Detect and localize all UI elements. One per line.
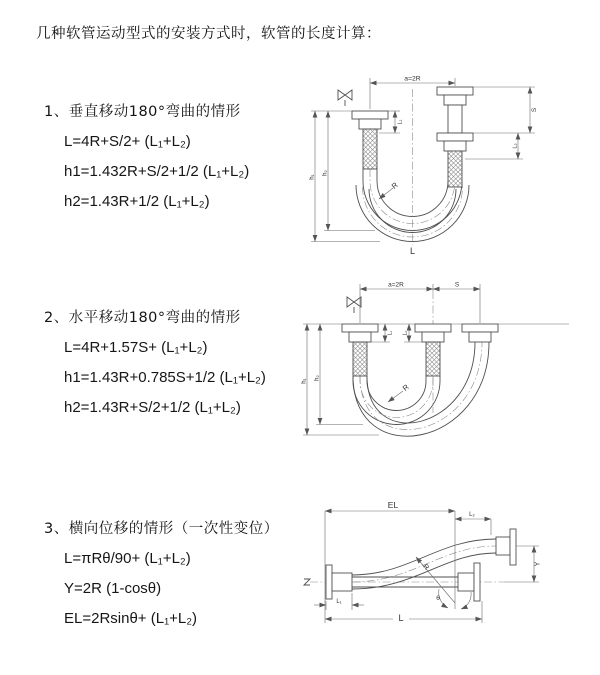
dim-label-l2: L₂ (512, 143, 519, 149)
left-flange (326, 565, 352, 599)
left-pipe (352, 111, 388, 169)
formula-line: EL=2Rsinθ+ (L₁+L₂) (64, 610, 198, 627)
dim-label-l2: L₂ (402, 330, 409, 336)
dim-label-l1: L₁ (387, 330, 394, 336)
dim-label-l: L (409, 246, 416, 256)
middle-pipe (415, 324, 451, 376)
diagram-lateral-displacement-svg (298, 497, 600, 652)
dim-label-h2: h₂ (322, 170, 329, 176)
dim-label-s: S (531, 107, 538, 113)
section-3-heading: 3、横向位移的情形（一次性变位） (44, 521, 279, 537)
right-pipe (462, 324, 498, 342)
formula-line: L=πRθ/90+ (L₁+L₂) (64, 550, 191, 567)
dim-label-h2: h₂ (314, 375, 321, 381)
hose-curves (353, 342, 489, 436)
dim-label-r: R (400, 382, 411, 393)
dim-label-l: L (398, 613, 404, 623)
right-flange (458, 563, 480, 601)
formula-line: h1=1.432R+S/2+1/2 (L₁+L₂) (64, 163, 250, 180)
diagram-vertical-180-bend (305, 73, 575, 258)
diagram-horizontal-180-bend (297, 281, 582, 463)
formula-line: h2=1.43R+S/2+1/2 (L₁+L₂) (64, 399, 241, 416)
dim-label-y: Y (534, 561, 542, 567)
page-title: 几种软管运动型式的安装方式时，软管的长度计算： (36, 26, 381, 42)
diagram-vertical-180-bend-svg (305, 73, 575, 258)
section-3 (44, 517, 279, 634)
valve-symbol (338, 90, 352, 106)
left-pipe (342, 324, 378, 376)
dim-label-el: EL (387, 500, 399, 510)
formula-line: L=4R+1.57S+ (L₁+L₂) (64, 339, 208, 356)
section-1 (44, 100, 249, 217)
formula-line: L=4R+S/2+ (L₁+L₂) (64, 133, 191, 150)
section-1-heading: 1、垂直移动180°弯曲的情形 (44, 104, 241, 120)
top-flange (496, 529, 516, 565)
dim-label-h1: h₁ (301, 378, 308, 384)
dim-label-a2r: a=2R (404, 75, 421, 83)
dim-label-l1: L₁ (336, 599, 342, 605)
dim-label-a2r: a=2R (388, 281, 404, 289)
formula-line: h2=1.43R+1/2 (L₁+L₂) (64, 193, 210, 210)
dim-label-r: R (389, 180, 400, 191)
section-2 (44, 306, 266, 423)
diagram-horizontal-180-bend-svg (297, 281, 582, 463)
section-2-heading: 2、水平移动180°弯曲的情形 (44, 310, 241, 326)
dim-label-l2: L₂ (469, 512, 475, 518)
right-pipe (437, 87, 473, 187)
dim-label-l1: L₁ (397, 119, 404, 125)
dim-label-s: S (454, 281, 460, 289)
formula-line: h1=1.43R+0.785S+1/2 (L₁+L₂) (64, 369, 266, 386)
dim-label-r: R (421, 563, 430, 572)
valve-symbol (347, 297, 361, 313)
centerline-mark (304, 579, 310, 585)
hose-centerlines (360, 291, 482, 430)
dim-label-h1: h₁ (309, 174, 316, 180)
formula-line: Y=2R (1-cosθ) (64, 580, 162, 597)
dim-label-theta: θ (436, 595, 440, 602)
diagram-lateral-displacement (298, 497, 600, 652)
